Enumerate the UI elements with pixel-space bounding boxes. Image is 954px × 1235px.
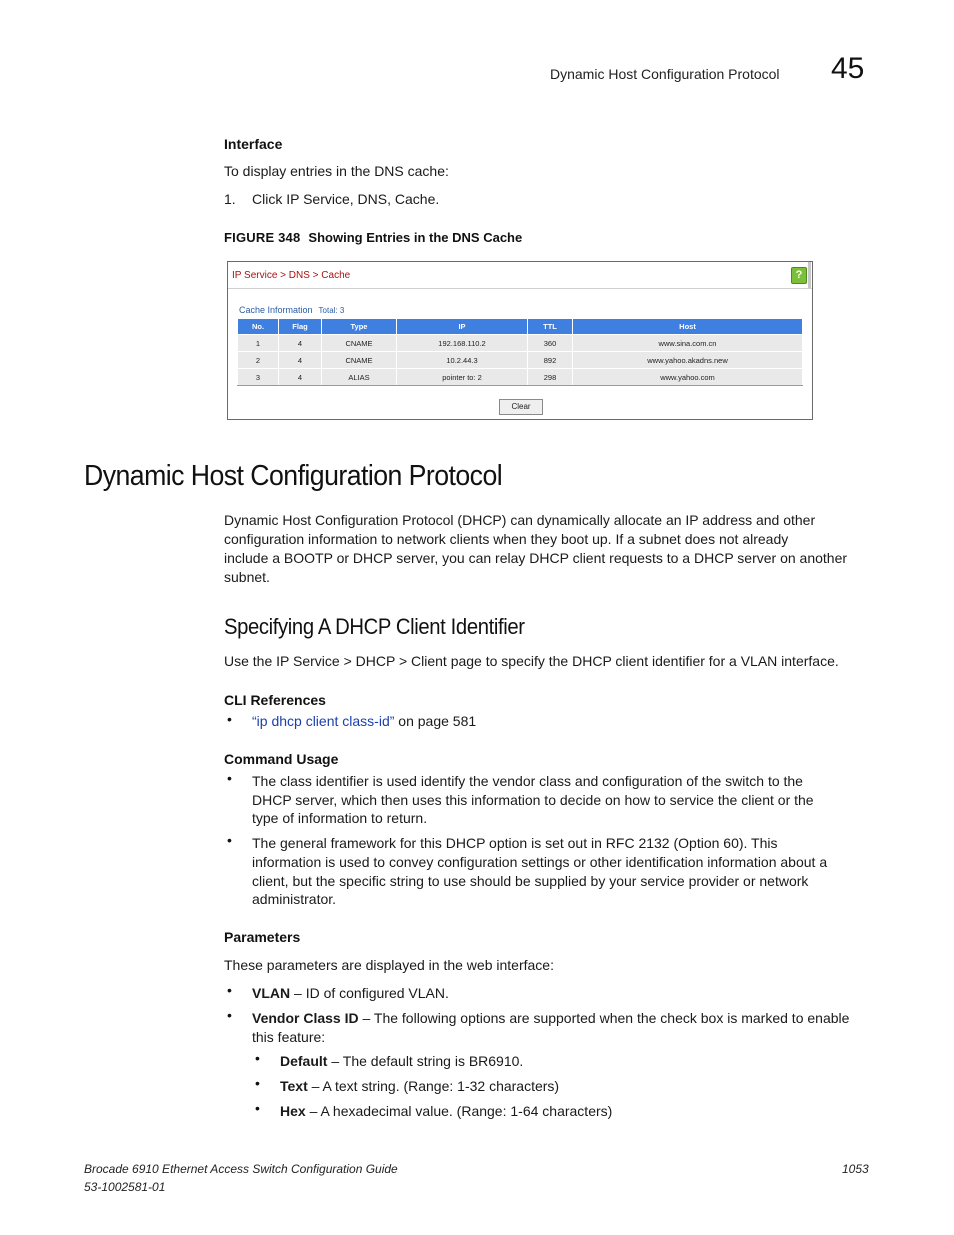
cli-reference-item [252,712,476,731]
col-type: Type [322,319,397,335]
figure-title: Showing Entries in the DNS Cache [308,230,523,245]
cell-type: CNAME [322,352,397,369]
cache-info-title [239,305,344,315]
bullet-icon: • [227,770,232,786]
param-vendor-term: Vendor Class ID [252,1010,359,1026]
bullet-icon: • [227,711,232,727]
running-header-title: Dynamic Host Configuration Protocol [550,66,780,82]
figure-label: FIGURE 348 [224,230,301,245]
section-title-dhcp: Dynamic Host Configuration Protocol [84,460,503,492]
param-vendor-desc-line-2: this feature: [252,1029,326,1045]
param-vendor-desc: – The following options are supported when the check box is marked to enable [358,1010,850,1026]
cell-host: www.yahoo.com [573,369,803,386]
param-text-desc: – A text string. (Range: 1-32 characters) [307,1078,560,1094]
interface-intro: To display entries in the DNS cache: [224,163,449,179]
footer-guide-title: Brocade 6910 Ethernet Access Switch Configuration Guide [84,1162,398,1176]
bullet-icon: • [255,1075,260,1091]
usage-1-line-2: DHCP server, which then uses this information to decide on how to service the client or the [252,792,814,808]
param-vlan-term: VLAN [252,985,291,1001]
col-host: Host [573,319,803,335]
dhcp-para-line-3: include a BOOTP or DHCP server, you can relay DHCP client requests to a DHCP server on another [224,550,848,566]
cell-flag: 4 [279,369,322,386]
table-row [238,369,803,386]
param-text [280,1077,559,1096]
cell-flag: 4 [279,335,322,352]
param-hex [280,1102,612,1121]
step-number: 1. [224,191,236,207]
col-flag: Flag [279,319,322,335]
usage-1-line-1: The class identifier is used identify the vendor class and configuration of the switch to the [252,773,803,789]
usage-2-line-2: information is used to convey configuration settings or other identification information about a [252,854,828,870]
dhcp-para-line-2: configuration information to network clients when they boot up. If a subnet does not already [224,531,789,547]
param-vendor [252,1009,849,1028]
footer-page-number: 1053 [842,1162,869,1176]
clear-button[interactable]: Clear [499,399,543,415]
figure-caption [224,230,522,245]
bullet-icon: • [255,1100,260,1116]
param-vlan-desc: – ID of configured VLAN. [290,985,449,1001]
cell-ip: pointer to: 2 [397,369,528,386]
cell-ttl: 892 [528,352,573,369]
table-row [238,335,803,352]
bullet-icon: • [227,982,232,998]
cell-ip: 10.2.44.3 [397,352,528,369]
cell-type: ALIAS [322,369,397,386]
bullet-icon: • [227,832,232,848]
step-text: Click IP Service, DNS, Cache. [252,191,440,207]
usage-2-line-1: The general framework for this DHCP option is set out in RFC 2132 (Option 60). This [252,835,778,851]
chapter-number: 45 [831,52,865,85]
dhcp-para-line-4: subnet. [224,569,270,585]
cli-reference-page: on page 581 [394,713,477,729]
footer-doc-id: 53-1002581-01 [84,1180,166,1194]
help-icon[interactable]: ? [791,267,807,284]
param-default [280,1052,523,1071]
usage-1-line-3: type of information to return. [252,810,428,826]
dns-cache-table [237,318,803,386]
cell-no: 1 [238,335,279,352]
dhcp-para-line-1: Dynamic Host Configuration Protocol (DHCP) can dynamically allocate an IP address and other [224,512,816,528]
col-ip: IP [397,319,528,335]
screenshot-header [228,262,812,289]
bullet-icon: • [255,1050,260,1066]
usage-2-line-4: administrator. [252,891,337,907]
param-default-term: Default [280,1053,328,1069]
parameters-intro: These parameters are displayed in the web interface: [224,957,554,973]
client-id-intro: Use the IP Service > DHCP > Client page to specify the DHCP client identifier for a VLAN interface. [224,653,839,669]
usage-2-line-3: client, but the specific string to use should be supplied by your service provider or network [252,873,809,889]
breadcrumb: IP Service > DNS > Cache [232,270,351,281]
subsection-title-client-id: Specifying A DHCP Client Identifier [224,614,525,639]
scrollbar[interactable] [808,262,811,288]
cell-no: 3 [238,369,279,386]
table-row [238,352,803,369]
cell-ip: 192.168.110.2 [397,335,528,352]
param-hex-desc: – A hexadecimal value. (Range: 1-64 characters) [305,1103,613,1119]
col-ttl: TTL [528,319,573,335]
cell-ttl: 298 [528,369,573,386]
dns-cache-screenshot [227,261,813,420]
cell-host: www.sina.com.cn [573,335,803,352]
col-no: No. [238,319,279,335]
param-hex-term: Hex [280,1103,306,1119]
cli-references-heading: CLI References [224,692,326,708]
command-usage-heading: Command Usage [224,751,339,767]
cell-type: CNAME [322,335,397,352]
cell-ttl: 360 [528,335,573,352]
cache-section-title: Cache Information [239,305,313,315]
parameters-heading: Parameters [224,929,301,945]
cell-flag: 4 [279,352,322,369]
param-text-term: Text [280,1078,308,1094]
cache-total: Total: 3 [318,306,345,315]
cli-reference-link[interactable]: “ip dhcp client class-id” [252,713,395,729]
interface-heading: Interface [224,136,283,152]
param-default-desc: – The default string is BR6910. [327,1053,524,1069]
cell-no: 2 [238,352,279,369]
param-vlan [252,984,449,1003]
bullet-icon: • [227,1007,232,1023]
table-header-row [238,319,803,335]
cell-host: www.yahoo.akadns.new [573,352,803,369]
